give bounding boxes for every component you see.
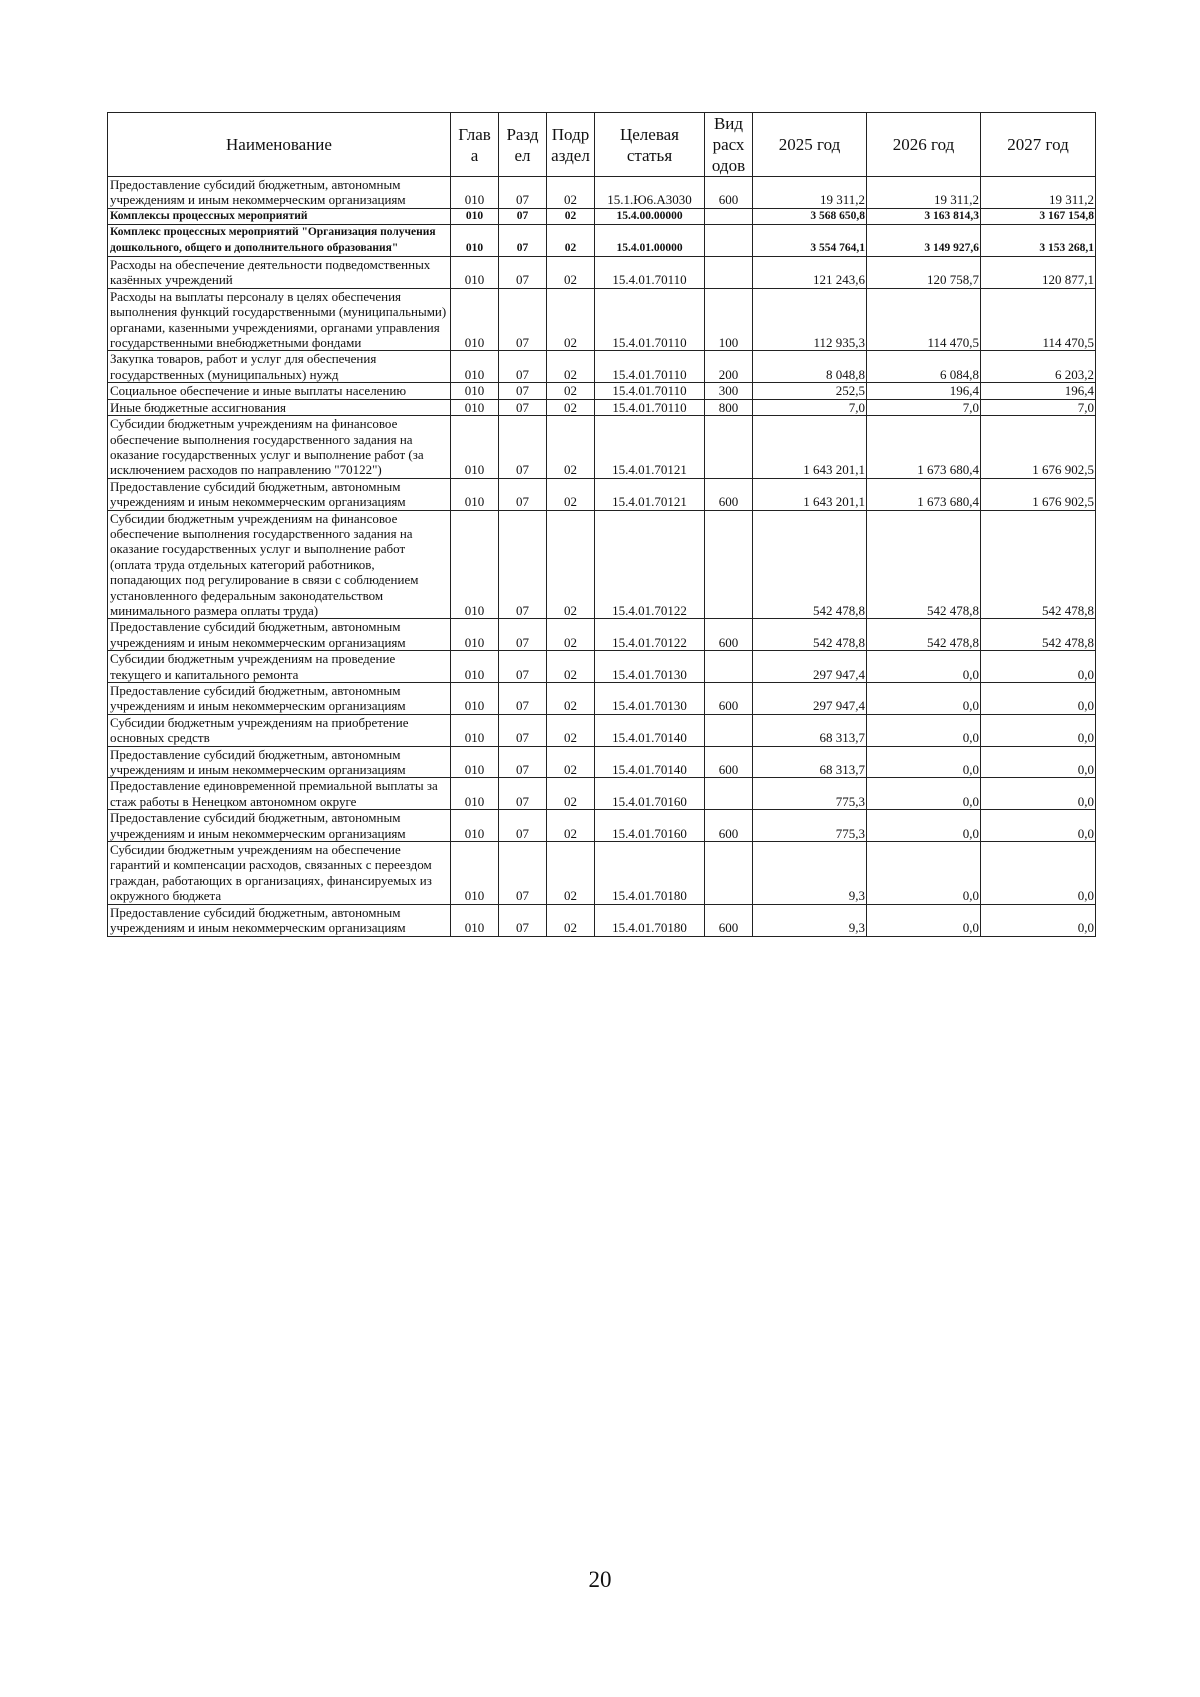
header-razdel: Разд ел: [499, 113, 547, 177]
cell-name: Предоставление единовременной премиальной выплаты за стаж работы в Ненецком автономном округе: [108, 778, 451, 810]
cell-name: Закупка товаров, работ и услуг для обеспечения государственных (муниципальных) нужд: [108, 351, 451, 383]
cell-podrazdel: 02: [547, 619, 595, 651]
cell-name: Предоставление субсидий бюджетным, автономным учреждениям и иным некоммерческим организациям: [108, 683, 451, 715]
cell-2027: 0,0: [981, 904, 1096, 936]
cell-glava: 010: [451, 619, 499, 651]
cell-podrazdel: 02: [547, 904, 595, 936]
cell-vid: 600: [705, 619, 753, 651]
page-number: 20: [588, 1567, 612, 1592]
table-row: [108, 651, 1096, 683]
header-name: Наименование: [108, 113, 451, 177]
table-row: [108, 288, 1096, 351]
header-podrazdel: Подр аздел: [547, 113, 595, 177]
cell-glava: 010: [451, 225, 499, 257]
cell-vid: 600: [705, 683, 753, 715]
cell-podrazdel: 02: [547, 208, 595, 224]
cell-podrazdel: 02: [547, 778, 595, 810]
table-row: [108, 478, 1096, 510]
table-row: [108, 810, 1096, 842]
cell-2025: 1 643 201,1: [753, 478, 867, 510]
cell-name: Предоставление субсидий бюджетным, автономным учреждениям и иным некоммерческим организациям: [108, 746, 451, 778]
cell-article: 15.4.01.70160: [595, 778, 705, 810]
table-row: [108, 208, 1096, 224]
cell-2026: 120 758,7: [867, 257, 981, 289]
table-row: [108, 714, 1096, 746]
cell-2025: 775,3: [753, 778, 867, 810]
cell-2025: 297 947,4: [753, 651, 867, 683]
cell-2026: 3 163 814,3: [867, 208, 981, 224]
cell-razdel: 07: [499, 714, 547, 746]
cell-name: Субсидии бюджетным учреждениям на обеспечение гарантий и компенсации расходов, связанных с переездом граждан, работающих в организациях, финансируемых из окружного бюджета: [108, 842, 451, 905]
cell-name: Расходы на выплаты персоналу в целях обеспечения выполнения функций государственными (муниципальными) органами, казенными учреждениями, органами управления государственными внебюджетными фондами: [108, 288, 451, 351]
cell-2027: 7,0: [981, 399, 1096, 415]
cell-vid: 600: [705, 177, 753, 209]
table-row: [108, 746, 1096, 778]
header-article: Целевая статья: [595, 113, 705, 177]
cell-podrazdel: 02: [547, 651, 595, 683]
cell-razdel: 07: [499, 208, 547, 224]
cell-glava: 010: [451, 778, 499, 810]
table-row: [108, 904, 1096, 936]
table-row: [108, 842, 1096, 905]
cell-name: Субсидии бюджетным учреждениям на приобретение основных средств: [108, 714, 451, 746]
cell-article: 15.4.01.70121: [595, 416, 705, 479]
cell-name: Иные бюджетные ассигнования: [108, 399, 451, 415]
cell-podrazdel: 02: [547, 399, 595, 415]
cell-2026: 196,4: [867, 383, 981, 399]
cell-2025: 1 643 201,1: [753, 416, 867, 479]
cell-vid: [705, 842, 753, 905]
cell-article: 15.4.01.70140: [595, 746, 705, 778]
cell-podrazdel: 02: [547, 810, 595, 842]
cell-2026: 0,0: [867, 810, 981, 842]
cell-2026: 0,0: [867, 842, 981, 905]
cell-2027: 0,0: [981, 810, 1096, 842]
cell-2025: 121 243,6: [753, 257, 867, 289]
cell-glava: 010: [451, 714, 499, 746]
cell-2027: 196,4: [981, 383, 1096, 399]
cell-podrazdel: 02: [547, 746, 595, 778]
cell-article: 15.4.01.70110: [595, 383, 705, 399]
cell-2027: 3 153 268,1: [981, 225, 1096, 257]
cell-glava: 010: [451, 904, 499, 936]
cell-article: 15.4.01.70180: [595, 842, 705, 905]
cell-glava: 010: [451, 208, 499, 224]
table-row: [108, 383, 1096, 399]
cell-2025: 8 048,8: [753, 351, 867, 383]
cell-2025: 112 935,3: [753, 288, 867, 351]
cell-name: Комплексы процессных мероприятий: [108, 208, 451, 224]
cell-podrazdel: 02: [547, 416, 595, 479]
cell-razdel: 07: [499, 619, 547, 651]
cell-2025: 775,3: [753, 810, 867, 842]
cell-razdel: 07: [499, 904, 547, 936]
cell-glava: 010: [451, 651, 499, 683]
cell-vid: 100: [705, 288, 753, 351]
cell-name: Предоставление субсидий бюджетным, автономным учреждениям и иным некоммерческим организациям: [108, 478, 451, 510]
cell-article: 15.4.01.00000: [595, 225, 705, 257]
header-vid: Вид расх одов: [705, 113, 753, 177]
table-row: [108, 257, 1096, 289]
cell-vid: [705, 225, 753, 257]
cell-2025: 252,5: [753, 383, 867, 399]
cell-2025: 68 313,7: [753, 714, 867, 746]
cell-razdel: 07: [499, 257, 547, 289]
cell-glava: 010: [451, 746, 499, 778]
cell-glava: 010: [451, 257, 499, 289]
cell-2025: 19 311,2: [753, 177, 867, 209]
cell-2026: 542 478,8: [867, 510, 981, 619]
cell-vid: 600: [705, 904, 753, 936]
cell-2026: 0,0: [867, 904, 981, 936]
cell-2026: 0,0: [867, 683, 981, 715]
table-row: [108, 225, 1096, 257]
cell-name: Предоставление субсидий бюджетным, автономным учреждениям и иным некоммерческим организациям: [108, 619, 451, 651]
cell-2027: 6 203,2: [981, 351, 1096, 383]
table-row: [108, 619, 1096, 651]
cell-podrazdel: 02: [547, 257, 595, 289]
cell-glava: 010: [451, 399, 499, 415]
cell-2027: 0,0: [981, 651, 1096, 683]
cell-glava: 010: [451, 683, 499, 715]
table-row: [108, 778, 1096, 810]
cell-vid: [705, 778, 753, 810]
header-2026: 2026 год: [867, 113, 981, 177]
cell-podrazdel: 02: [547, 225, 595, 257]
cell-glava: 010: [451, 177, 499, 209]
cell-razdel: 07: [499, 383, 547, 399]
cell-podrazdel: 02: [547, 478, 595, 510]
cell-2027: 0,0: [981, 683, 1096, 715]
cell-article: 15.4.01.70110: [595, 399, 705, 415]
cell-article: 15.4.01.70121: [595, 478, 705, 510]
cell-razdel: 07: [499, 416, 547, 479]
cell-article: 15.4.01.70130: [595, 651, 705, 683]
cell-article: 15.4.01.70110: [595, 257, 705, 289]
cell-2026: 7,0: [867, 399, 981, 415]
budget-table: [107, 112, 1096, 937]
cell-2027: 3 167 154,8: [981, 208, 1096, 224]
cell-name: Субсидии бюджетным учреждениям на финансовое обеспечение выполнения государственного задания на оказание государственных услуг и выполнение работ (за исключением расходов по направлению "70122"): [108, 416, 451, 479]
cell-podrazdel: 02: [547, 683, 595, 715]
cell-vid: 200: [705, 351, 753, 383]
cell-vid: 600: [705, 478, 753, 510]
cell-2026: 3 149 927,6: [867, 225, 981, 257]
table-row: [108, 510, 1096, 619]
cell-2027: 1 676 902,5: [981, 478, 1096, 510]
cell-2027: 19 311,2: [981, 177, 1096, 209]
cell-article: 15.4.00.00000: [595, 208, 705, 224]
cell-article: 15.1.Ю6.А3030: [595, 177, 705, 209]
cell-2027: 0,0: [981, 778, 1096, 810]
header-2025: 2025 год: [753, 113, 867, 177]
cell-name: Комплекс процессных мероприятий "Организация получения дошкольного, общего и дополнительного образования": [108, 225, 451, 257]
cell-glava: 010: [451, 510, 499, 619]
cell-name: Субсидии бюджетным учреждениям на финансовое обеспечение выполнения государственного задания на оказание государственных услуг и выполнение работ (оплата труда отдельных категорий работников, попадающих под регулирование в связи с соблюдением установленного федеральным законодательством минимального размера оплаты труда): [108, 510, 451, 619]
cell-razdel: 07: [499, 746, 547, 778]
cell-vid: 600: [705, 746, 753, 778]
cell-2027: 1 676 902,5: [981, 416, 1096, 479]
cell-2027: 0,0: [981, 714, 1096, 746]
cell-2026: 0,0: [867, 651, 981, 683]
cell-2026: 1 673 680,4: [867, 478, 981, 510]
cell-2025: 9,3: [753, 842, 867, 905]
cell-2027: 114 470,5: [981, 288, 1096, 351]
cell-vid: 800: [705, 399, 753, 415]
cell-article: 15.4.01.70160: [595, 810, 705, 842]
cell-2027: 542 478,8: [981, 619, 1096, 651]
cell-razdel: 07: [499, 288, 547, 351]
header-glava: Глав а: [451, 113, 499, 177]
cell-article: 15.4.01.70110: [595, 288, 705, 351]
table-row: [108, 399, 1096, 415]
cell-name: Предоставление субсидий бюджетным, автономным учреждениям и иным некоммерческим организациям: [108, 810, 451, 842]
cell-name: Субсидии бюджетным учреждениям на проведение текущего и капитального ремонта: [108, 651, 451, 683]
cell-vid: [705, 510, 753, 619]
table-row: [108, 177, 1096, 209]
header-2027: 2027 год: [981, 113, 1096, 177]
cell-podrazdel: 02: [547, 510, 595, 619]
cell-razdel: 07: [499, 478, 547, 510]
cell-glava: 010: [451, 288, 499, 351]
cell-razdel: 07: [499, 177, 547, 209]
cell-vid: 600: [705, 810, 753, 842]
cell-razdel: 07: [499, 399, 547, 415]
cell-2025: 68 313,7: [753, 746, 867, 778]
cell-glava: 010: [451, 351, 499, 383]
cell-vid: [705, 416, 753, 479]
cell-vid: 300: [705, 383, 753, 399]
cell-glava: 010: [451, 416, 499, 479]
cell-2025: 7,0: [753, 399, 867, 415]
cell-razdel: 07: [499, 225, 547, 257]
cell-2027: 120 877,1: [981, 257, 1096, 289]
table-body: [108, 177, 1096, 937]
cell-2025: 542 478,8: [753, 510, 867, 619]
cell-razdel: 07: [499, 651, 547, 683]
cell-article: 15.4.01.70122: [595, 619, 705, 651]
cell-2027: 0,0: [981, 746, 1096, 778]
cell-2026: 19 311,2: [867, 177, 981, 209]
cell-glava: 010: [451, 842, 499, 905]
cell-razdel: 07: [499, 778, 547, 810]
cell-razdel: 07: [499, 683, 547, 715]
cell-article: 15.4.01.70110: [595, 351, 705, 383]
cell-podrazdel: 02: [547, 383, 595, 399]
cell-vid: [705, 257, 753, 289]
cell-2025: 297 947,4: [753, 683, 867, 715]
cell-podrazdel: 02: [547, 714, 595, 746]
table-header: [108, 113, 1096, 177]
cell-podrazdel: 02: [547, 288, 595, 351]
cell-2025: 542 478,8: [753, 619, 867, 651]
cell-name: Социальное обеспечение и иные выплаты населению: [108, 383, 451, 399]
table-row: [108, 416, 1096, 479]
cell-podrazdel: 02: [547, 842, 595, 905]
table-row: [108, 351, 1096, 383]
cell-razdel: 07: [499, 842, 547, 905]
cell-glava: 010: [451, 383, 499, 399]
cell-vid: [705, 714, 753, 746]
cell-2026: 114 470,5: [867, 288, 981, 351]
cell-glava: 010: [451, 478, 499, 510]
cell-2025: 3 568 650,8: [753, 208, 867, 224]
cell-2025: 3 554 764,1: [753, 225, 867, 257]
cell-article: 15.4.01.70140: [595, 714, 705, 746]
header-row: [108, 113, 1096, 177]
cell-vid: [705, 208, 753, 224]
cell-name: Расходы на обеспечение деятельности подведомственных казённых учреждений: [108, 257, 451, 289]
cell-article: 15.4.01.70130: [595, 683, 705, 715]
cell-2026: 6 084,8: [867, 351, 981, 383]
cell-2025: 9,3: [753, 904, 867, 936]
cell-article: 15.4.01.70180: [595, 904, 705, 936]
cell-2026: 0,0: [867, 714, 981, 746]
cell-2026: 1 673 680,4: [867, 416, 981, 479]
cell-razdel: 07: [499, 510, 547, 619]
cell-2027: 0,0: [981, 842, 1096, 905]
cell-name: Предоставление субсидий бюджетным, автономным учреждениям и иным некоммерческим организациям: [108, 904, 451, 936]
cell-glava: 010: [451, 810, 499, 842]
cell-2026: 0,0: [867, 778, 981, 810]
cell-2026: 542 478,8: [867, 619, 981, 651]
cell-razdel: 07: [499, 810, 547, 842]
cell-vid: [705, 651, 753, 683]
cell-name: Предоставление субсидий бюджетным, автономным учреждениям и иным некоммерческим организациям: [108, 177, 451, 209]
cell-article: 15.4.01.70122: [595, 510, 705, 619]
cell-podrazdel: 02: [547, 351, 595, 383]
cell-razdel: 07: [499, 351, 547, 383]
table-row: [108, 683, 1096, 715]
cell-podrazdel: 02: [547, 177, 595, 209]
cell-2027: 542 478,8: [981, 510, 1096, 619]
cell-2026: 0,0: [867, 746, 981, 778]
